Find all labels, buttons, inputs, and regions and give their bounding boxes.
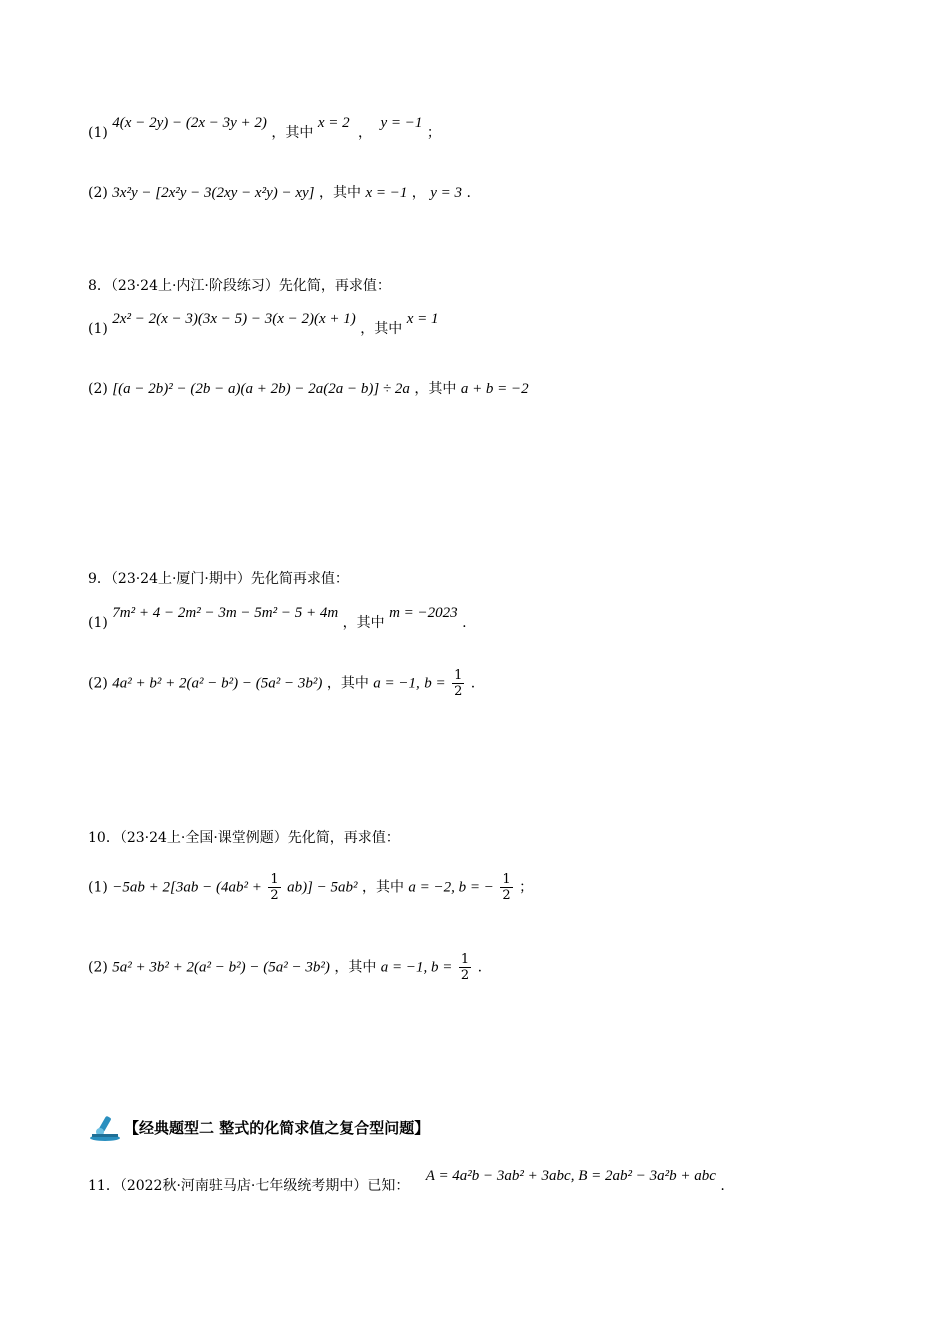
- separator: ，: [411, 185, 426, 201]
- value-y: y = −1: [380, 115, 423, 131]
- problem10-part2: [88, 952, 482, 983]
- where-text: ，其中: [360, 321, 403, 337]
- fraction: $\frac{1}{2}$: [270, 872, 279, 903]
- problem11: [88, 1168, 725, 1195]
- problem10-title: 10．（23·24上·全国·课堂例题）先化简，再求值：: [88, 830, 400, 846]
- expression-b: ab)] − 5ab²: [287, 879, 358, 896]
- fraction-2: $\frac{1}{2}$: [502, 872, 511, 903]
- fraction: $\frac{1}{2}$: [460, 952, 470, 983]
- problem9-part1: [88, 605, 467, 632]
- expression: 5a² + 3b² + 2(a² − b²) − (5a² − 3b²): [112, 959, 330, 976]
- part-label: (1): [88, 321, 108, 337]
- expression: A = 4a²b − 3ab² + 3abc, B = 2ab² − 3a²b + abc: [425, 1168, 716, 1184]
- value-ab: a = −1, b =: [380, 959, 453, 976]
- expression: [(a − 2b)² − (2b − a)(a + 2b) − 2a(2a − b)] ÷ 2a: [112, 381, 410, 397]
- end-mark: .: [477, 959, 483, 976]
- value-y: y = 3: [430, 185, 463, 201]
- problem11-title: 11．（2022秋·河南驻马店·七年级统考期中）已知：: [88, 1178, 410, 1194]
- separator: ，: [358, 125, 373, 141]
- value-ab: a + b = −2: [460, 381, 529, 397]
- problem8-title: 8．（23·24上·内江·阶段练习）先化简，再求值：: [88, 278, 391, 294]
- part-label: (1): [88, 125, 108, 141]
- part-label: (1): [88, 615, 108, 631]
- expression: 4a² + b² + 2(a² − b²) − (5a² − 3b²): [112, 675, 323, 692]
- value-m: m = −2023: [389, 605, 458, 621]
- problem10-part1: [88, 872, 533, 903]
- microscope-icon: [88, 1112, 122, 1142]
- expression: 4(x − 2y) − (2x − 3y + 2): [112, 115, 267, 131]
- end-mark: .: [462, 615, 467, 631]
- part-label: (2): [88, 381, 108, 397]
- part-label: (2): [88, 675, 108, 692]
- part-label: (1): [88, 879, 108, 896]
- value-x: x = −1: [365, 185, 408, 201]
- value-x: x = 1: [406, 311, 439, 327]
- value-ab: a = −2, b = −: [408, 879, 494, 896]
- expression: 3x²y − [2x²y − 3(2xy − x²y) − xy]: [112, 185, 315, 201]
- end-mark: .: [466, 185, 471, 201]
- expression-a: −5ab + 2[3ab − (4ab² +: [112, 879, 262, 896]
- problem7-part1: [88, 115, 441, 142]
- where-text: ，其中: [361, 879, 404, 896]
- expression: 2x² − 2(x − 3)(3x − 5) − 3(x − 2)(x + 1): [112, 311, 356, 327]
- section-header: [88, 1112, 429, 1142]
- part-label: (2): [88, 185, 108, 201]
- end-mark: .: [720, 1178, 725, 1194]
- where-text: ，其中: [271, 125, 314, 141]
- end-mark: ；: [519, 879, 534, 896]
- problem8-part1: [88, 311, 439, 338]
- value-a: a = −1,: [373, 675, 420, 692]
- value-b: b =: [424, 675, 446, 692]
- part-label: (2): [88, 959, 108, 976]
- where-text: ，其中: [334, 959, 377, 976]
- end-mark: ；: [426, 125, 441, 141]
- where-text: ，其中: [326, 675, 369, 692]
- where-text: ，其中: [342, 615, 385, 631]
- value-x: x = 2: [317, 115, 350, 131]
- problem8-part2: [88, 378, 529, 398]
- fraction: $\frac{1}{2}$: [454, 668, 463, 699]
- problem9-title: 9．（23·24上·厦门·期中）先化简再求值：: [88, 571, 349, 587]
- where-text: ，其中: [414, 381, 457, 397]
- problem7-part2: [88, 182, 471, 202]
- expression: 7m² + 4 − 2m² − 3m − 5m² − 5 + 4m: [112, 605, 339, 621]
- end-mark: .: [470, 675, 476, 692]
- where-text: ，其中: [318, 185, 361, 201]
- problem9-part2: [88, 668, 475, 699]
- section-title: 【经典题型二 整式的化简求值之复合型问题】: [124, 1118, 430, 1137]
